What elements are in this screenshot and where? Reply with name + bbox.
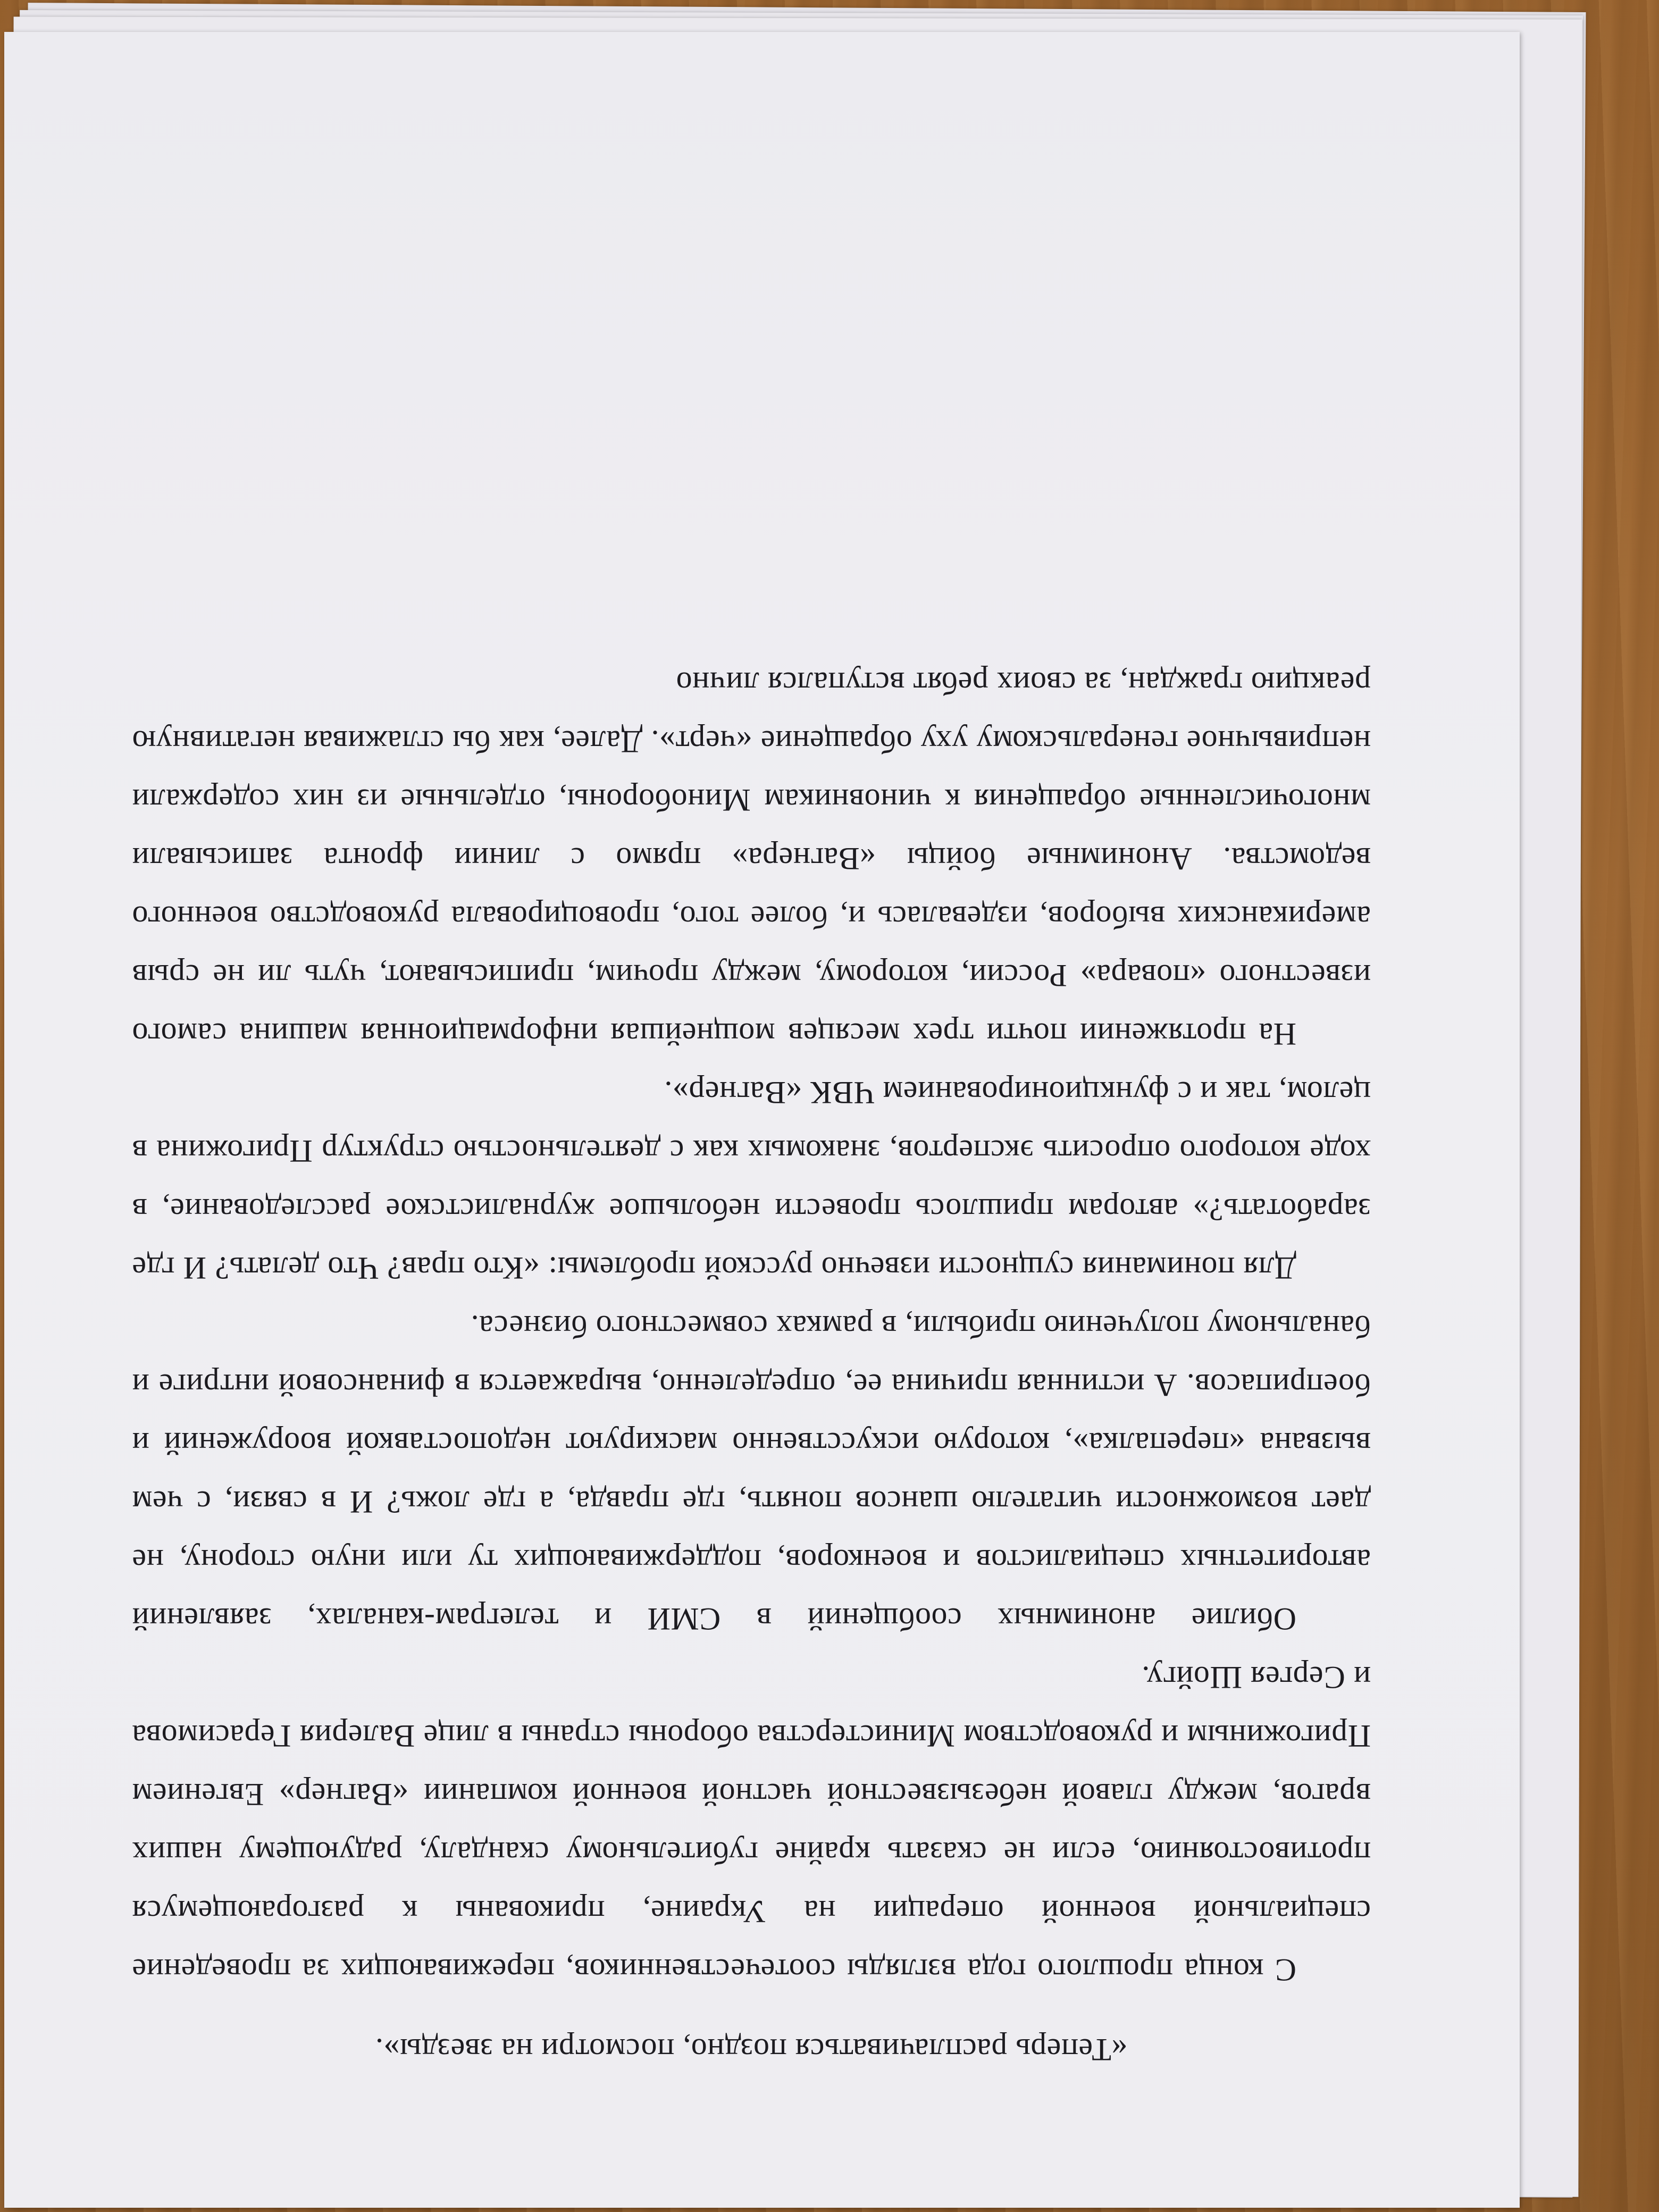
paragraph: На протяжении почти трех месяцев мощнейшая информационная машина самого известного «повара» России, которому, между прочим, приписывают, чуть ли не срыв американских выборов, издевалась и, более того, провоцировала руководство военного ведомства. Анонимные бойцы «Вагнера» прямо с линии фронта записывали многочисленные обращения к чиновникам Минобороны, отдельные из них содержали непривычное генеральскому уху обращение «черт». Далее, как бы сглаживая негативную реакцию граждан, за своих ребят вступался лично — [132, 666, 1371, 1052]
paper-page — [4, 32, 1520, 2208]
document-text — [132, 186, 1371, 2079]
paragraph: Обилие анонимных сообщений в СМИ и телеграм-каналах, заявлений авторитетных специалистов и военкоров, поддерживающих ту или иную сторону, не дает возможности читателю шансов понять, где правда, а где ложь? И в связи, с чем вызвана «перепалка», которую искусственно маскируют недопоставкой вооружений и боеприпасов. А истинная причина ее, определенно, выражается в финансовой интриге и банальному получению прибыли, в рамках совместного бизнеса. — [132, 1309, 1371, 1637]
paragraph: Для понимания сущности извечно русской проблемы: «Кто прав? Что делать? И где заработать?» авторам пришлось провести небольшое журналистское расследование, в ходе которого опросить экспертов, знакомых как с деятельностью структур Пригожина в целом, так и с функционированием ЧВК «Вагнер». — [132, 1075, 1371, 1286]
paragraph: С конца прошлого года взгляды соотечественников, переживающих за проведение специальной военной операции на Украине, прикованы к разгорающемуся противостоянию, если не сказать крайне губительному скандалу, радующему наших врагов, между главой небезызвестной частной военной компании «Вагнер» Евгением Пригожиным и руководством Министерства обороны страны в лице Валерия Герасимова и Сергея Шойгу. — [132, 1660, 1371, 1988]
document-title: «Теперь расплачиваться поздно, посмотри на звезды». — [375, 2032, 1128, 2067]
